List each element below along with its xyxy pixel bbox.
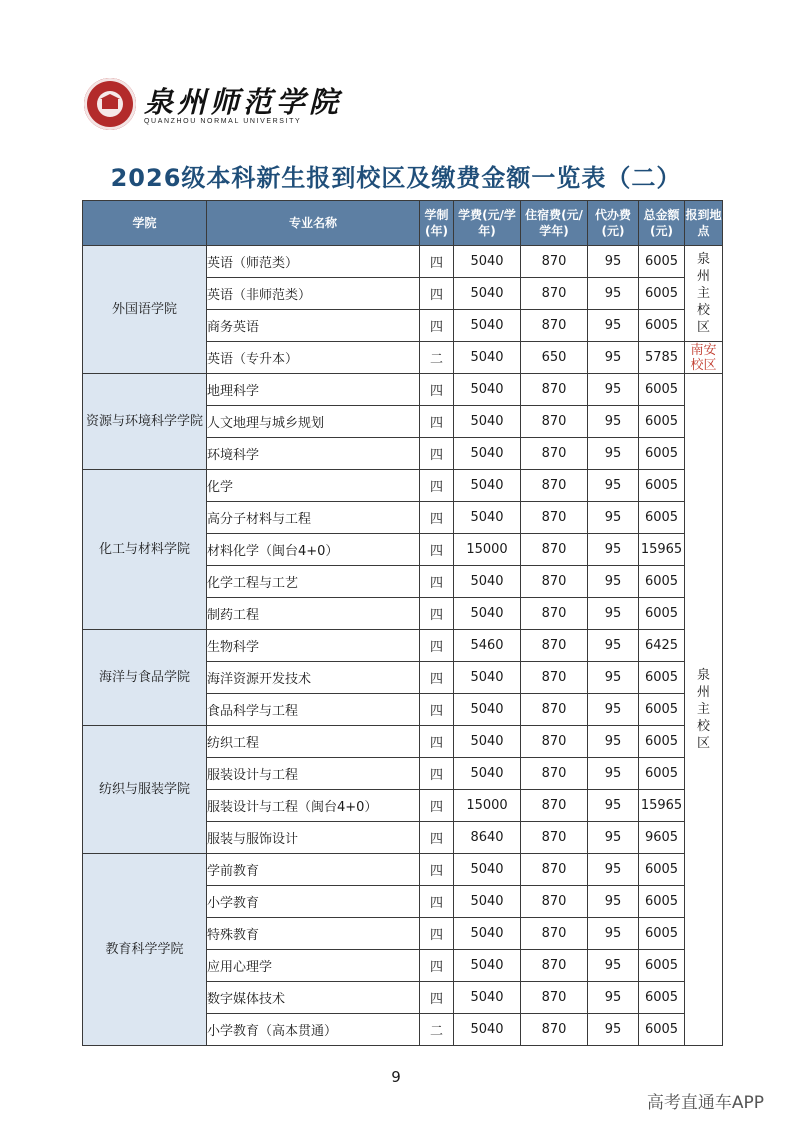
- header-major: 专业名称: [207, 201, 420, 246]
- years-cell: 二: [420, 342, 454, 374]
- agency-cell: 95: [588, 278, 639, 310]
- tuition-cell: 5040: [454, 918, 521, 950]
- header-years: 学制(年): [420, 201, 454, 246]
- watermark: 高考直通车APP: [646, 1093, 764, 1113]
- tuition-cell: 5040: [454, 406, 521, 438]
- page-title: 2026级本科新生报到校区及缴费金额一览表（二）: [110, 164, 682, 192]
- total-cell: 6005: [639, 374, 685, 406]
- years-cell: 四: [420, 598, 454, 630]
- dorm-cell: 870: [521, 374, 588, 406]
- major-cell: 环境科学: [207, 438, 420, 470]
- dorm-cell: 870: [521, 726, 588, 758]
- agency-cell: 95: [588, 534, 639, 566]
- dorm-cell: 870: [521, 758, 588, 790]
- college-cell: 海洋与食品学院: [83, 630, 207, 726]
- years-cell: 四: [420, 246, 454, 278]
- tuition-cell: 5040: [454, 886, 521, 918]
- dorm-cell: 870: [521, 886, 588, 918]
- tuition-cell: 5040: [454, 854, 521, 886]
- agency-cell: 95: [588, 726, 639, 758]
- total-cell: 9605: [639, 822, 685, 854]
- major-cell: 高分子材料与工程: [207, 502, 420, 534]
- total-cell: 6005: [639, 662, 685, 694]
- total-cell: 6005: [639, 566, 685, 598]
- agency-cell: 95: [588, 790, 639, 822]
- dorm-cell: 870: [521, 534, 588, 566]
- dorm-cell: 870: [521, 566, 588, 598]
- tuition-cell: 5040: [454, 246, 521, 278]
- agency-cell: 95: [588, 950, 639, 982]
- major-cell: 学前教育: [207, 854, 420, 886]
- agency-cell: 95: [588, 406, 639, 438]
- years-cell: 四: [420, 310, 454, 342]
- agency-cell: 95: [588, 310, 639, 342]
- agency-cell: 95: [588, 438, 639, 470]
- major-cell: 特殊教育: [207, 918, 420, 950]
- university-logo: [84, 78, 343, 138]
- dorm-cell: 870: [521, 662, 588, 694]
- major-cell: 商务英语: [207, 310, 420, 342]
- dorm-cell: 870: [521, 822, 588, 854]
- total-cell: 5785: [639, 342, 685, 374]
- total-cell: 6005: [639, 598, 685, 630]
- dorm-cell: 870: [521, 310, 588, 342]
- tuition-cell: 5040: [454, 566, 521, 598]
- years-cell: 四: [420, 470, 454, 502]
- dorm-cell: 870: [521, 694, 588, 726]
- major-cell: 材料化学（闽台4+0）: [207, 534, 420, 566]
- major-cell: 英语（专升本）: [207, 342, 420, 374]
- years-cell: 四: [420, 278, 454, 310]
- major-cell: 制药工程: [207, 598, 420, 630]
- tuition-cell: 15000: [454, 534, 521, 566]
- total-cell: 15965: [639, 790, 685, 822]
- years-cell: 四: [420, 566, 454, 598]
- dorm-cell: 650: [521, 342, 588, 374]
- total-cell: 6005: [639, 854, 685, 886]
- total-cell: 6005: [639, 278, 685, 310]
- major-cell: 纺织工程: [207, 726, 420, 758]
- tuition-cell: 5040: [454, 438, 521, 470]
- years-cell: 四: [420, 694, 454, 726]
- tuition-cell: 5040: [454, 470, 521, 502]
- years-cell: 四: [420, 886, 454, 918]
- dorm-cell: 870: [521, 406, 588, 438]
- years-cell: 四: [420, 630, 454, 662]
- location-cell: 泉 州 主 校 区: [685, 374, 723, 1046]
- agency-cell: 95: [588, 470, 639, 502]
- agency-cell: 95: [588, 854, 639, 886]
- years-cell: 四: [420, 822, 454, 854]
- tuition-cell: 5040: [454, 982, 521, 1014]
- dorm-cell: 870: [521, 790, 588, 822]
- table-row: [83, 726, 723, 758]
- tuition-cell: 5040: [454, 726, 521, 758]
- total-cell: 6005: [639, 438, 685, 470]
- dorm-cell: 870: [521, 278, 588, 310]
- dorm-cell: 870: [521, 598, 588, 630]
- page-number: 9: [391, 1068, 401, 1086]
- tuition-cell: 8640: [454, 822, 521, 854]
- agency-cell: 95: [588, 246, 639, 278]
- table-row: [83, 246, 723, 278]
- dorm-cell: 870: [521, 950, 588, 982]
- total-cell: 6005: [639, 310, 685, 342]
- total-cell: 6005: [639, 726, 685, 758]
- agency-cell: 95: [588, 982, 639, 1014]
- agency-cell: 95: [588, 374, 639, 406]
- total-cell: 15965: [639, 534, 685, 566]
- table-row: [83, 470, 723, 502]
- years-cell: 四: [420, 374, 454, 406]
- agency-cell: 95: [588, 918, 639, 950]
- major-cell: 应用心理学: [207, 950, 420, 982]
- years-cell: 四: [420, 982, 454, 1014]
- years-cell: 四: [420, 854, 454, 886]
- years-cell: 四: [420, 758, 454, 790]
- table-row: [83, 630, 723, 662]
- years-cell: 四: [420, 502, 454, 534]
- header-tuition: 学费(元/学年): [454, 201, 521, 246]
- major-cell: 生物科学: [207, 630, 420, 662]
- major-cell: 英语（非师范类）: [207, 278, 420, 310]
- years-cell: 四: [420, 534, 454, 566]
- total-cell: 6005: [639, 1014, 685, 1046]
- years-cell: 二: [420, 1014, 454, 1046]
- major-cell: 小学教育（高本贯通）: [207, 1014, 420, 1046]
- tuition-cell: 5040: [454, 342, 521, 374]
- dorm-cell: 870: [521, 918, 588, 950]
- total-cell: 6005: [639, 406, 685, 438]
- major-cell: 化学工程与工艺: [207, 566, 420, 598]
- years-cell: 四: [420, 662, 454, 694]
- tuition-cell: 5040: [454, 374, 521, 406]
- tuition-cell: 5040: [454, 278, 521, 310]
- years-cell: 四: [420, 918, 454, 950]
- header-agency: 代办费(元): [588, 201, 639, 246]
- tuition-cell: 5040: [454, 694, 521, 726]
- major-cell: 服装与服饰设计: [207, 822, 420, 854]
- header-total: 总金额(元): [639, 201, 685, 246]
- table-header-row: [83, 201, 723, 246]
- tuition-cell: 5040: [454, 1014, 521, 1046]
- university-name-en: QUANZHOU NORMAL UNIVERSITY: [144, 118, 302, 125]
- agency-cell: 95: [588, 694, 639, 726]
- tuition-cell: 5460: [454, 630, 521, 662]
- major-cell: 服装设计与工程: [207, 758, 420, 790]
- university-seal-icon: [84, 78, 136, 130]
- tuition-cell: 5040: [454, 310, 521, 342]
- tuition-cell: 15000: [454, 790, 521, 822]
- agency-cell: 95: [588, 502, 639, 534]
- fee-table: [82, 200, 723, 1046]
- dorm-cell: 870: [521, 630, 588, 662]
- dorm-cell: 870: [521, 982, 588, 1014]
- agency-cell: 95: [588, 1014, 639, 1046]
- total-cell: 6005: [639, 886, 685, 918]
- total-cell: 6005: [639, 950, 685, 982]
- tuition-cell: 5040: [454, 598, 521, 630]
- total-cell: 6005: [639, 918, 685, 950]
- location-cell: 泉 州 主 校 区: [685, 246, 723, 342]
- dorm-cell: 870: [521, 246, 588, 278]
- dorm-cell: 870: [521, 854, 588, 886]
- agency-cell: 95: [588, 630, 639, 662]
- years-cell: 四: [420, 406, 454, 438]
- agency-cell: 95: [588, 886, 639, 918]
- dorm-cell: 870: [521, 438, 588, 470]
- years-cell: 四: [420, 726, 454, 758]
- dorm-cell: 870: [521, 502, 588, 534]
- tuition-cell: 5040: [454, 502, 521, 534]
- dorm-cell: 870: [521, 1014, 588, 1046]
- total-cell: 6005: [639, 694, 685, 726]
- years-cell: 四: [420, 790, 454, 822]
- major-cell: 小学教育: [207, 886, 420, 918]
- major-cell: 数字媒体技术: [207, 982, 420, 1014]
- total-cell: 6425: [639, 630, 685, 662]
- agency-cell: 95: [588, 566, 639, 598]
- tuition-cell: 5040: [454, 758, 521, 790]
- major-cell: 人文地理与城乡规划: [207, 406, 420, 438]
- table-row: [83, 374, 723, 406]
- university-name-cn: 泉州师范学院: [144, 85, 343, 119]
- college-cell: 纺织与服装学院: [83, 726, 207, 854]
- agency-cell: 95: [588, 758, 639, 790]
- dorm-cell: 870: [521, 470, 588, 502]
- years-cell: 四: [420, 950, 454, 982]
- total-cell: 6005: [639, 470, 685, 502]
- agency-cell: 95: [588, 598, 639, 630]
- total-cell: 6005: [639, 758, 685, 790]
- location-cell: 南安 校区: [685, 342, 723, 374]
- major-cell: 海洋资源开发技术: [207, 662, 420, 694]
- college-cell: 教育科学学院: [83, 854, 207, 1046]
- tuition-cell: 5040: [454, 950, 521, 982]
- agency-cell: 95: [588, 342, 639, 374]
- major-cell: 英语（师范类）: [207, 246, 420, 278]
- tuition-cell: 5040: [454, 662, 521, 694]
- major-cell: 化学: [207, 470, 420, 502]
- total-cell: 6005: [639, 502, 685, 534]
- major-cell: 服装设计与工程（闽台4+0）: [207, 790, 420, 822]
- major-cell: 地理科学: [207, 374, 420, 406]
- college-cell: 资源与环境科学学院: [83, 374, 207, 470]
- agency-cell: 95: [588, 662, 639, 694]
- table-row: [83, 854, 723, 886]
- header-dorm: 住宿费(元/学年): [521, 201, 588, 246]
- total-cell: 6005: [639, 246, 685, 278]
- college-cell: 外国语学院: [83, 246, 207, 374]
- total-cell: 6005: [639, 982, 685, 1014]
- years-cell: 四: [420, 438, 454, 470]
- header-college: 学院: [83, 201, 207, 246]
- header-location: 报到地点: [685, 201, 723, 246]
- major-cell: 食品科学与工程: [207, 694, 420, 726]
- agency-cell: 95: [588, 822, 639, 854]
- college-cell: 化工与材料学院: [83, 470, 207, 630]
